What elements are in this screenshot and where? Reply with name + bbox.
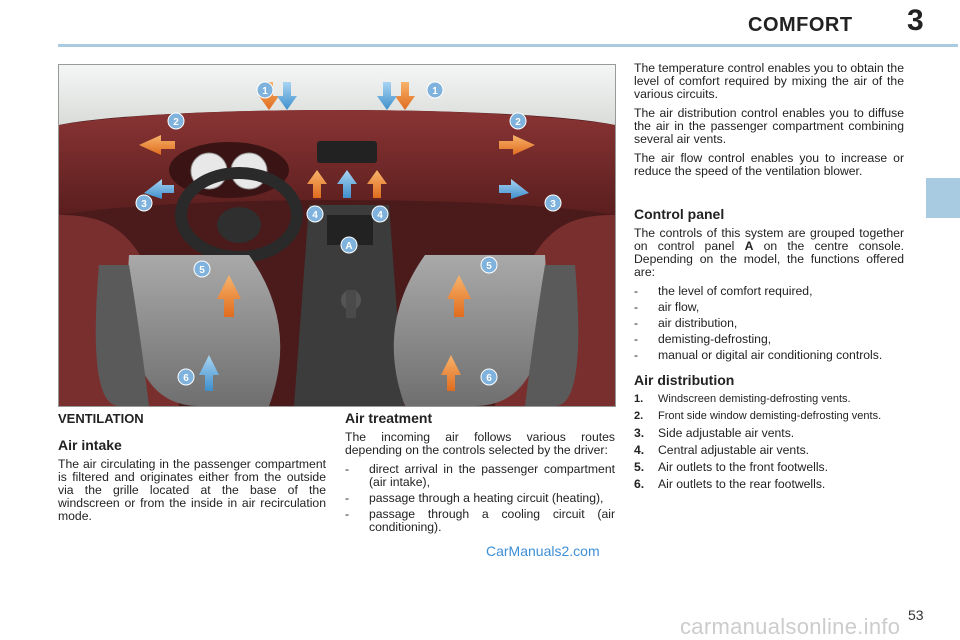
svg-text:2: 2 [173, 117, 179, 128]
chapter-side-tab [926, 178, 960, 218]
air-distribution-heading: Air distribution [634, 372, 735, 388]
air-distribution-control-text: The air distribution control enables you to diffuse the air in the passenger compartment combining several air vents. [634, 106, 904, 146]
car-interior-illustration [58, 64, 616, 407]
list-item: - manual or digital air conditioning controls. [634, 348, 883, 362]
svg-text:6: 6 [486, 373, 492, 384]
watermark-footer: carmanualsonline.info [680, 614, 901, 639]
control-panel-intro: The controls of this system are grouped together on control panel A on the centre console. Depending on the model, the functions offered are: [634, 226, 905, 279]
list-item: - air distribution, [634, 316, 738, 330]
svg-text:6: 6 [183, 373, 189, 384]
air-treatment-heading: Air treatment [345, 410, 433, 426]
svg-text:5: 5 [199, 265, 205, 276]
svg-text:1: 1 [262, 86, 268, 97]
list-item: 1. Windscreen demisting-defrosting vents. [634, 393, 851, 405]
air-intake-text: The air circulating in the passenger compartment is filtered and originates either from the outside via the grille located at the base of the windscreen or from the inside in air recirculation mode. [58, 457, 326, 523]
svg-text:A: A [345, 241, 353, 252]
svg-text:4: 4 [377, 210, 383, 221]
svg-text:2: 2 [515, 117, 521, 128]
list-item: - the level of comfort required, [634, 284, 813, 298]
page-number: 53 [908, 607, 924, 623]
list-item: 2. Front side window demisting-defrosting vents. [634, 410, 882, 422]
list-item: - passage through a cooling circuit (air conditioning). [345, 507, 615, 534]
list-item: - direct arrival in the passenger compartment (air intake), [345, 462, 615, 489]
right-column [634, 62, 904, 495]
list-item: - air flow, [634, 300, 700, 314]
chapter-number: 3 [907, 4, 924, 37]
control-panel-list [634, 285, 904, 362]
header-rule [58, 44, 958, 47]
list-item: - demisting-defrosting, [634, 332, 772, 346]
list-item: - passage through a heating circuit (heating), [345, 491, 604, 505]
svg-text:3: 3 [141, 199, 147, 210]
air-treatment-intro: The incoming air follows various routes depending on the controls selected by the driver: [345, 430, 615, 457]
ventilation-column [58, 412, 326, 529]
list-item: 3. Side adjustable air vents. [634, 426, 795, 440]
control-panel-heading: Control panel [634, 206, 725, 222]
svg-text:1: 1 [432, 86, 438, 97]
chapter-title: COMFORT [748, 14, 853, 36]
svg-text:5: 5 [486, 261, 492, 272]
svg-text:4: 4 [312, 210, 318, 221]
list-item: 5. Air outlets to the front footwells. [634, 460, 829, 474]
temperature-control-text: The temperature control enables you to obtain the level of comfort required by mixing the air of the various circuits. [634, 61, 904, 101]
list-item: 6. Air outlets to the rear footwells. [634, 477, 826, 491]
air-treatment-column [345, 412, 615, 537]
watermark-link[interactable]: CarManuals2.com [486, 543, 600, 559]
list-item: 4. Central adjustable air vents. [634, 443, 810, 457]
car-interior-drawing [59, 65, 615, 406]
svg-text:3: 3 [550, 199, 556, 210]
air-distribution-list [634, 393, 904, 491]
air-treatment-list [345, 463, 615, 534]
air-flow-control-text: The air flow control enables you to increase or reduce the speed of the ventilation blower. [634, 151, 904, 178]
air-intake-heading: Air intake [58, 437, 122, 453]
ventilation-heading: VENTILATION [58, 411, 144, 426]
